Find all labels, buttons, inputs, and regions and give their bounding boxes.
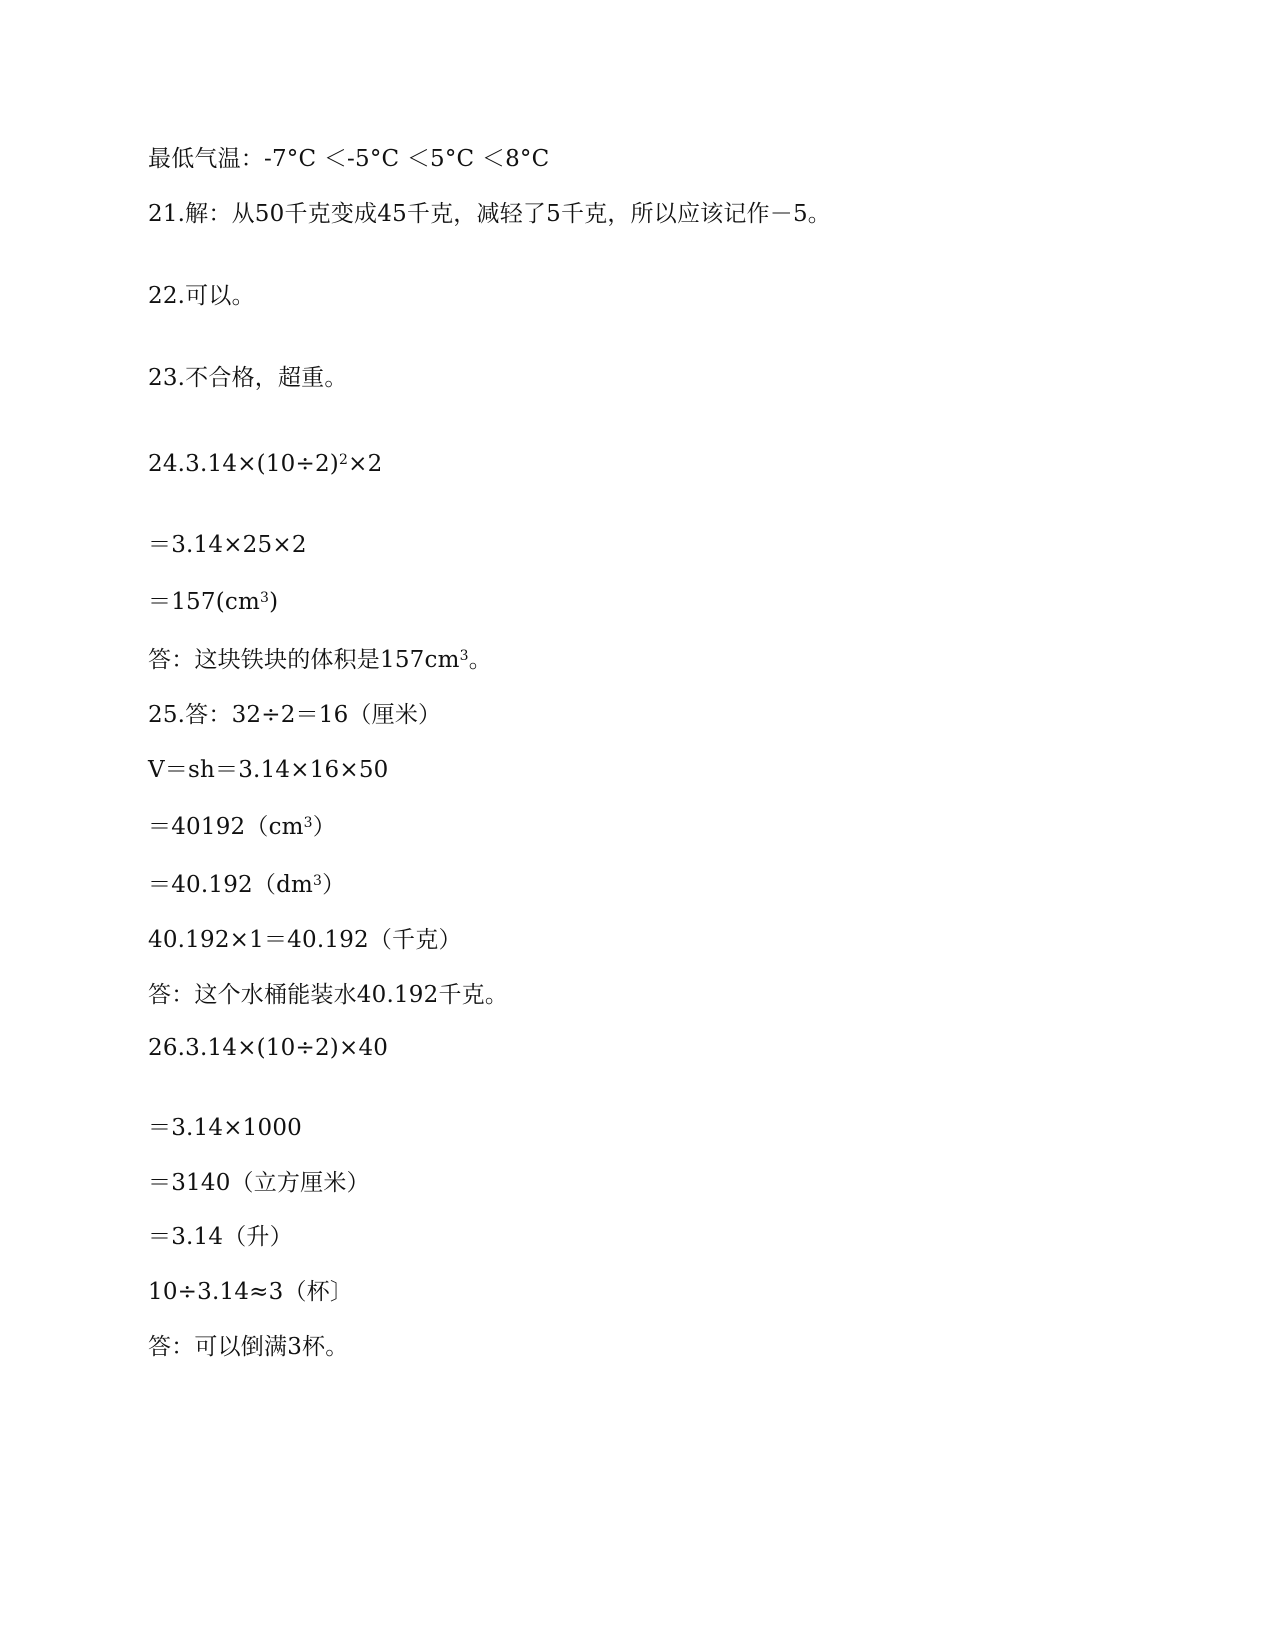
text-line-answer-25-volume: V＝sh＝3.14×16×50 xyxy=(148,757,389,783)
text-line-min-temperature: 最低气温：-7°C ＜-5°C ＜5°C ＜8°C xyxy=(148,146,550,172)
text-line-answer-26-conclusion: 答：可以倒满3杯。 xyxy=(148,1334,349,1360)
text-line-answer-25-dm3 xyxy=(148,870,345,900)
text-line-answer-26-formula: 26.3.14×(10÷2)×40 xyxy=(148,1035,389,1061)
superscript: 3 xyxy=(313,873,323,889)
text-line-answer-24-formula xyxy=(148,449,382,479)
text-line-answer-25-cm3 xyxy=(148,812,336,842)
superscript: 3 xyxy=(459,648,469,664)
formula-text: 24.3.14×(10÷2) xyxy=(148,451,339,477)
text-line-answer-22: 22.可以。 xyxy=(148,283,255,309)
superscript: 2 xyxy=(338,452,349,468)
formula-text: ＝157(cm xyxy=(148,589,260,615)
text-line-answer-24-conclusion xyxy=(148,645,492,675)
text-line-answer-25-weight: 40.192×1＝40.192（千克） xyxy=(148,927,462,953)
formula-text: 答：这块铁块的体积是157cm xyxy=(148,647,460,673)
superscript: 3 xyxy=(303,815,313,831)
text-line-answer-26-step2: ＝3140（立方厘米） xyxy=(148,1170,370,1196)
text-line-answer-23: 23.不合格，超重。 xyxy=(148,365,348,391)
text-line-answer-26-step1: ＝3.14×1000 xyxy=(148,1115,303,1141)
formula-text: ＝40.192（dm xyxy=(148,872,314,898)
formula-text: ) xyxy=(269,589,279,615)
text-line-answer-24-step1: ＝3.14×25×2 xyxy=(148,532,307,558)
text-line-answer-24-step2 xyxy=(148,587,278,617)
text-line-answer-25-conclusion: 答：这个水桶能装水40.192千克。 xyxy=(148,982,509,1008)
superscript: 3 xyxy=(259,590,270,606)
text-line-answer-21: 21.解：从50千克变成45千克，减轻了5千克，所以应该记作－5。 xyxy=(148,201,831,227)
formula-text: ） xyxy=(322,872,346,898)
formula-text: ＝40192（cm xyxy=(148,814,304,840)
formula-text: 。 xyxy=(468,647,492,673)
text-line-answer-26-cups: 10÷3.14≈3（杯〕 xyxy=(148,1279,354,1305)
formula-text: ） xyxy=(312,814,336,840)
formula-text: ×2 xyxy=(348,451,383,477)
text-line-answer-26-step3: ＝3.14（升） xyxy=(148,1224,293,1250)
text-line-answer-25-step1: 25.答：32÷2＝16（厘米） xyxy=(148,702,442,728)
